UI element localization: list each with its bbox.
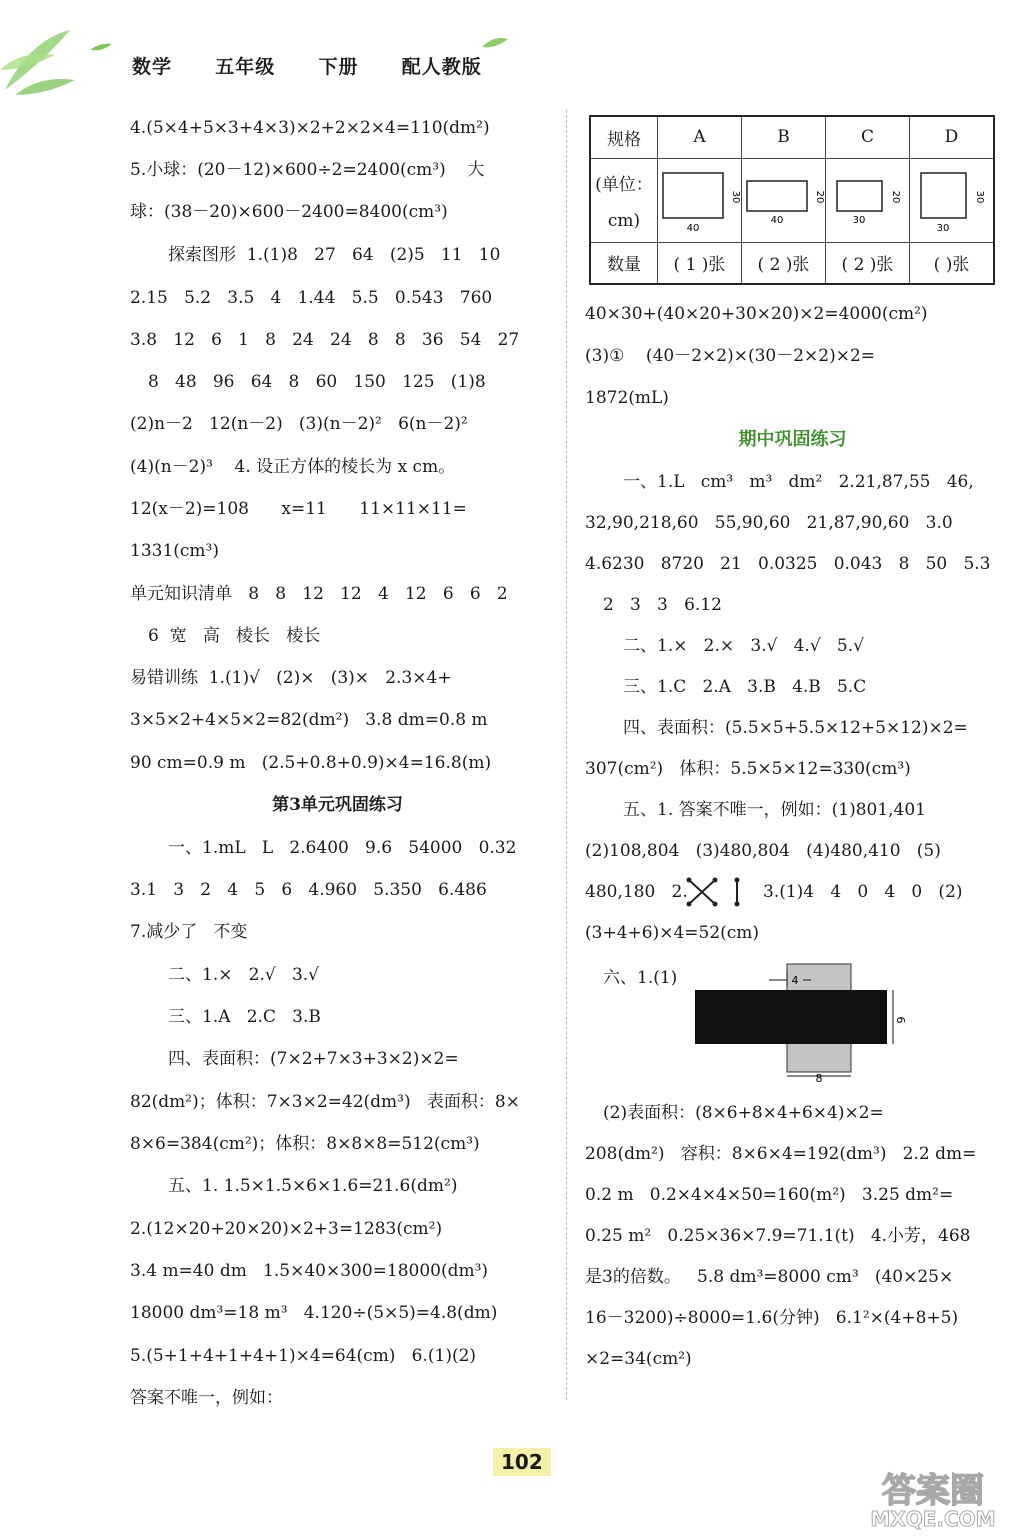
watermark-logo [848,1468,1018,1530]
answer-line: 探索图形 1.(1)8 27 64 (2)5 11 10 [168,245,501,265]
table-header-cell: B [742,116,826,158]
answer-line: 易错训练 1.(1)√ (2)× (3)× 2.3×4+ [130,668,452,688]
quantity-cell: ( 1 )张 [658,242,742,284]
answer-line: 82(dm²)；体积：7×3×2=42(dm³) 表面积：8× [130,1092,520,1112]
answer-line: 12(x－2)=108 x=11 11×11×11= [130,499,467,519]
answer-line: 3.1 3 2 4 5 6 4.960 5.350 6.486 [130,880,487,900]
unit-label-cell [590,158,658,242]
answer-line: 480,180 2. [585,882,688,902]
height-label: 30 [729,190,741,203]
table-header-cell: C [826,116,910,158]
section-title: 第3单元巩固练习 [272,795,403,815]
answer-line: 是3的倍数。 5.8 dm³=8000 cm³ (40×25× [585,1267,954,1287]
table-header-cell: A [658,116,742,158]
rect-cell-c [826,158,910,242]
rect-cell-a [658,158,742,242]
rectangle-diagram [659,163,741,233]
dimension-label: 8 [815,1072,823,1085]
answer-line: 三、1.C 2.A 3.B 4.B 5.C [623,677,867,697]
height-label: 20 [889,190,901,203]
answer-line: 5.小球：(20－12)×600÷2=2400(cm³) 大 [130,160,485,180]
answer-line: 二、1.× 2.√ 3.√ [168,965,319,985]
unit-label-line: cm) [607,211,641,231]
answer-line: 5.(5+1+4+1+4+1)×4=64(cm) 6.(1)(2) [130,1346,477,1366]
answer-line: ×2=34(cm²) [585,1349,692,1369]
dimension-label: 4 [791,974,799,987]
book-title: 数学 五年级 下册 配人教版 [132,56,482,78]
height-label: 20 [813,190,825,203]
answer-line: 40×30+(40×20+30×20)×2=4000(cm²) [585,304,928,324]
specification-table [589,115,995,285]
answer-line: (4)(n－2)³ 4. 设正方体的棱长为 x cm。 [130,457,456,477]
section-title: 期中巩固练习 [738,429,847,450]
width-label: 40 [770,214,783,226]
box-net-figure [693,958,907,1085]
answer-line: 7.减少了 不变 [130,922,248,942]
answer-line: 五、1. 1.5×1.5×6×1.6=21.6(dm²) [168,1176,458,1196]
answer-line: 三、1.A 2.C 3.B [168,1007,321,1027]
answer-line: 单元知识清单 8 8 12 12 4 12 6 6 2 [130,584,508,604]
answer-line: 一、1.mL L 2.6400 9.6 54000 0.32 [168,838,517,858]
answer-line: 208(dm²) 容积：8×6×4=192(dm³) 2.2 dm= [585,1144,977,1164]
watermark-url: MXQE.COM [870,1507,996,1531]
answer-line: (3)① (40－2×2)×(30－2×2)×2= [585,346,876,366]
width-label: 30 [936,222,949,234]
quantity-cell: ( )张 [910,242,995,284]
answer-line: 4.6230 8720 21 0.0325 0.043 8 50 5.3 [585,554,991,574]
bamboo-leaf-decoration [0,20,120,100]
answer-line: 3×5×2+4×5×2=82(dm²) 3.8 dm=0.8 m [130,710,488,730]
answer-line: 4.(5×4+5×3+4×3)×2+2×2×4=110(dm²) [130,118,490,138]
answer-line: 一、1.L cm³ m³ dm² 2.21,87,55 46, [623,472,974,492]
answer-line: 六、1.(1) [603,968,678,988]
answer-line: 2 3 3 6.12 [603,595,722,615]
quantity-cell: ( 2 )张 [826,242,910,284]
answer-line: (2)108,804 (3)480,804 (4)480,410 (5) [585,841,941,861]
answer-line: 球：(38－20)×600－2400=8400(cm³) [130,202,448,222]
width-label: 40 [686,222,699,234]
answer-line: 四、表面积：(5.5×5+5.5×12+5×12)×2= [623,718,968,738]
answer-line: 2.15 5.2 3.5 4 1.44 5.5 0.543 760 [130,288,493,308]
quantity-cell: ( 2 )张 [742,242,826,284]
answer-line: 五、1. 答案不唯一，例如：(1)801,401 [623,800,927,820]
height-label: 30 [973,190,985,203]
answer-line: (2)n－2 12(n－2) (3)(n－2)² 6(n－2)² [130,414,468,434]
answer-line: 8×6=384(cm²)；体积：8×8×8=512(cm³) [130,1134,480,1154]
answer-line: 8 48 96 64 8 60 150 125 (1)8 [148,372,486,392]
answer-line: 90 cm=0.9 m (2.5+0.8+0.9)×4=16.8(m) [130,753,492,773]
answer-line: 四、表面积：(7×2+7×3+3×2)×2= [168,1049,459,1069]
answer-line: 二、1.× 2.× 3.√ 4.√ 5.√ [623,636,864,656]
answer-line: 32,90,218,60 55,90,60 21,87,90,60 3.0 [585,513,953,533]
page-header [0,0,1027,100]
quantity-label: 数量 [590,242,658,284]
answer-line: 3.8 12 6 1 8 24 24 8 8 36 54 27 [130,330,520,350]
rectangle-diagram [911,163,993,233]
answer-line: 6 宽 高 棱长 棱长 [148,626,321,646]
rect-cell-b [742,158,826,242]
rectangle-diagram [827,163,909,233]
rectangle-diagram [743,163,825,233]
answer-line: 2.(12×20+20×20)×2+3=1283(cm²) [130,1219,443,1239]
width-label: 30 [852,214,865,226]
answer-line: 16－3200)÷8000=1.6(分钟) 6.1²×(4+8+5) [585,1308,959,1328]
rect-cell-d [910,158,995,242]
answer-line: 1331(cm³) [130,541,219,561]
table-header-cell: D [910,116,995,158]
answer-line: 1872(mL) [585,388,669,408]
answer-line: 307(cm²) 体积：5.5×5×12=330(cm³) [585,759,911,779]
unit-label-line: (单位： [595,175,653,195]
table-header-cell: 规格 [590,116,658,158]
answer-line: (3+4+6)×4=52(cm) [585,923,760,943]
leaf-icon [480,35,510,51]
answer-line: (2)表面积：(8×6+8×4+6×4)×2= [603,1103,884,1123]
answer-line: 3.(1)4 4 0 4 0 (2) [763,882,963,902]
matching-lines-diagram [685,876,745,908]
dimension-label: 6 [894,1016,907,1024]
watermark-text: 答案圈 [882,1471,984,1511]
page-number: 102 [493,1448,551,1476]
answer-line: 3.4 m=40 dm 1.5×40×300=18000(dm³) [130,1261,489,1281]
answer-line: 答案不唯一，例如： [130,1388,283,1408]
column-divider [566,110,567,1400]
answer-line: 0.2 m 0.2×4×4×50=160(m²) 3.25 dm²= [585,1185,954,1205]
answer-line: 0.25 m² 0.25×36×7.9=71.1(t) 4.小芳，468 [585,1226,971,1246]
answer-line: 18000 dm³=18 m³ 4.120÷(5×5)=4.8(dm) [130,1303,498,1323]
